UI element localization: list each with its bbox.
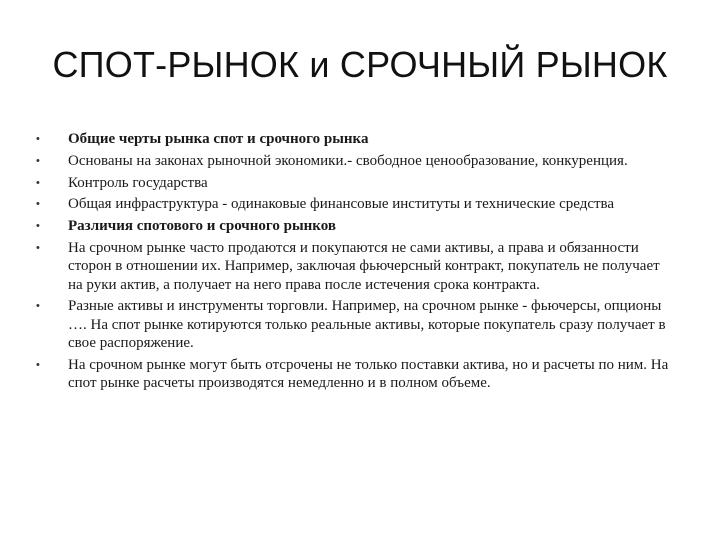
bullet-list (36, 130, 676, 396)
bullet-dot-icon: • (36, 198, 40, 211)
bullet-item-infrastructure (36, 195, 676, 213)
bullet-text: Контроль государства (68, 174, 208, 191)
bullet-dot-icon: • (36, 220, 40, 233)
bullet-text: На срочном рынке часто продаются и покупаются не сами активы, а права и обязанности сторон в отношении их. Например, заключая фьючерсный контракт, покупатель не получает на руки актив, а получает на него права после истечения срока контракта. (68, 239, 660, 293)
bullet-dot-icon: • (36, 358, 40, 371)
bullet-dot-icon: • (36, 154, 40, 167)
bullet-text: Общие черты рынка спот и срочного рынка (68, 131, 369, 147)
bullet-dot-icon: • (36, 300, 40, 313)
slide-title: СПОТ-РЫНОК и СРОЧНЫЙ РЫНОК (52, 44, 668, 85)
bullet-dot-icon: • (36, 176, 40, 189)
bullet-item-settlement (36, 356, 676, 393)
bullet-item-instruments (36, 297, 676, 352)
bullet-text: Разные активы и инструменты торговли. Например, на срочном рынке - фьючерсы, опционы …. На спот рынке котируются только реальные активы, которые покупатель сразу получает в свое распоряжение. (68, 298, 666, 351)
bullet-dot-icon: • (36, 241, 40, 254)
bullet-dot-icon: • (36, 133, 40, 145)
bullet-text: Основаны на законах рыночной экономики.- свободное ценообразование, конкуренция. (68, 152, 628, 169)
bullet-item-market-laws (36, 152, 676, 170)
bullet-item-common-features (36, 130, 676, 148)
bullet-text: Различия спотового и срочного рынков (68, 218, 336, 235)
bullet-item-differences (36, 217, 676, 235)
bullet-item-state-control (36, 174, 676, 192)
bullet-item-rights-obligations (36, 239, 676, 294)
bullet-text: На срочном рынке могут быть отсрочены не только поставки актива, но и расчеты по ним. На спот рынке расчеты производятся немедленно и в полном объеме. (68, 356, 669, 392)
bullet-text: Общая инфраструктура - одинаковые финансовые институты и технические средства (68, 196, 615, 213)
